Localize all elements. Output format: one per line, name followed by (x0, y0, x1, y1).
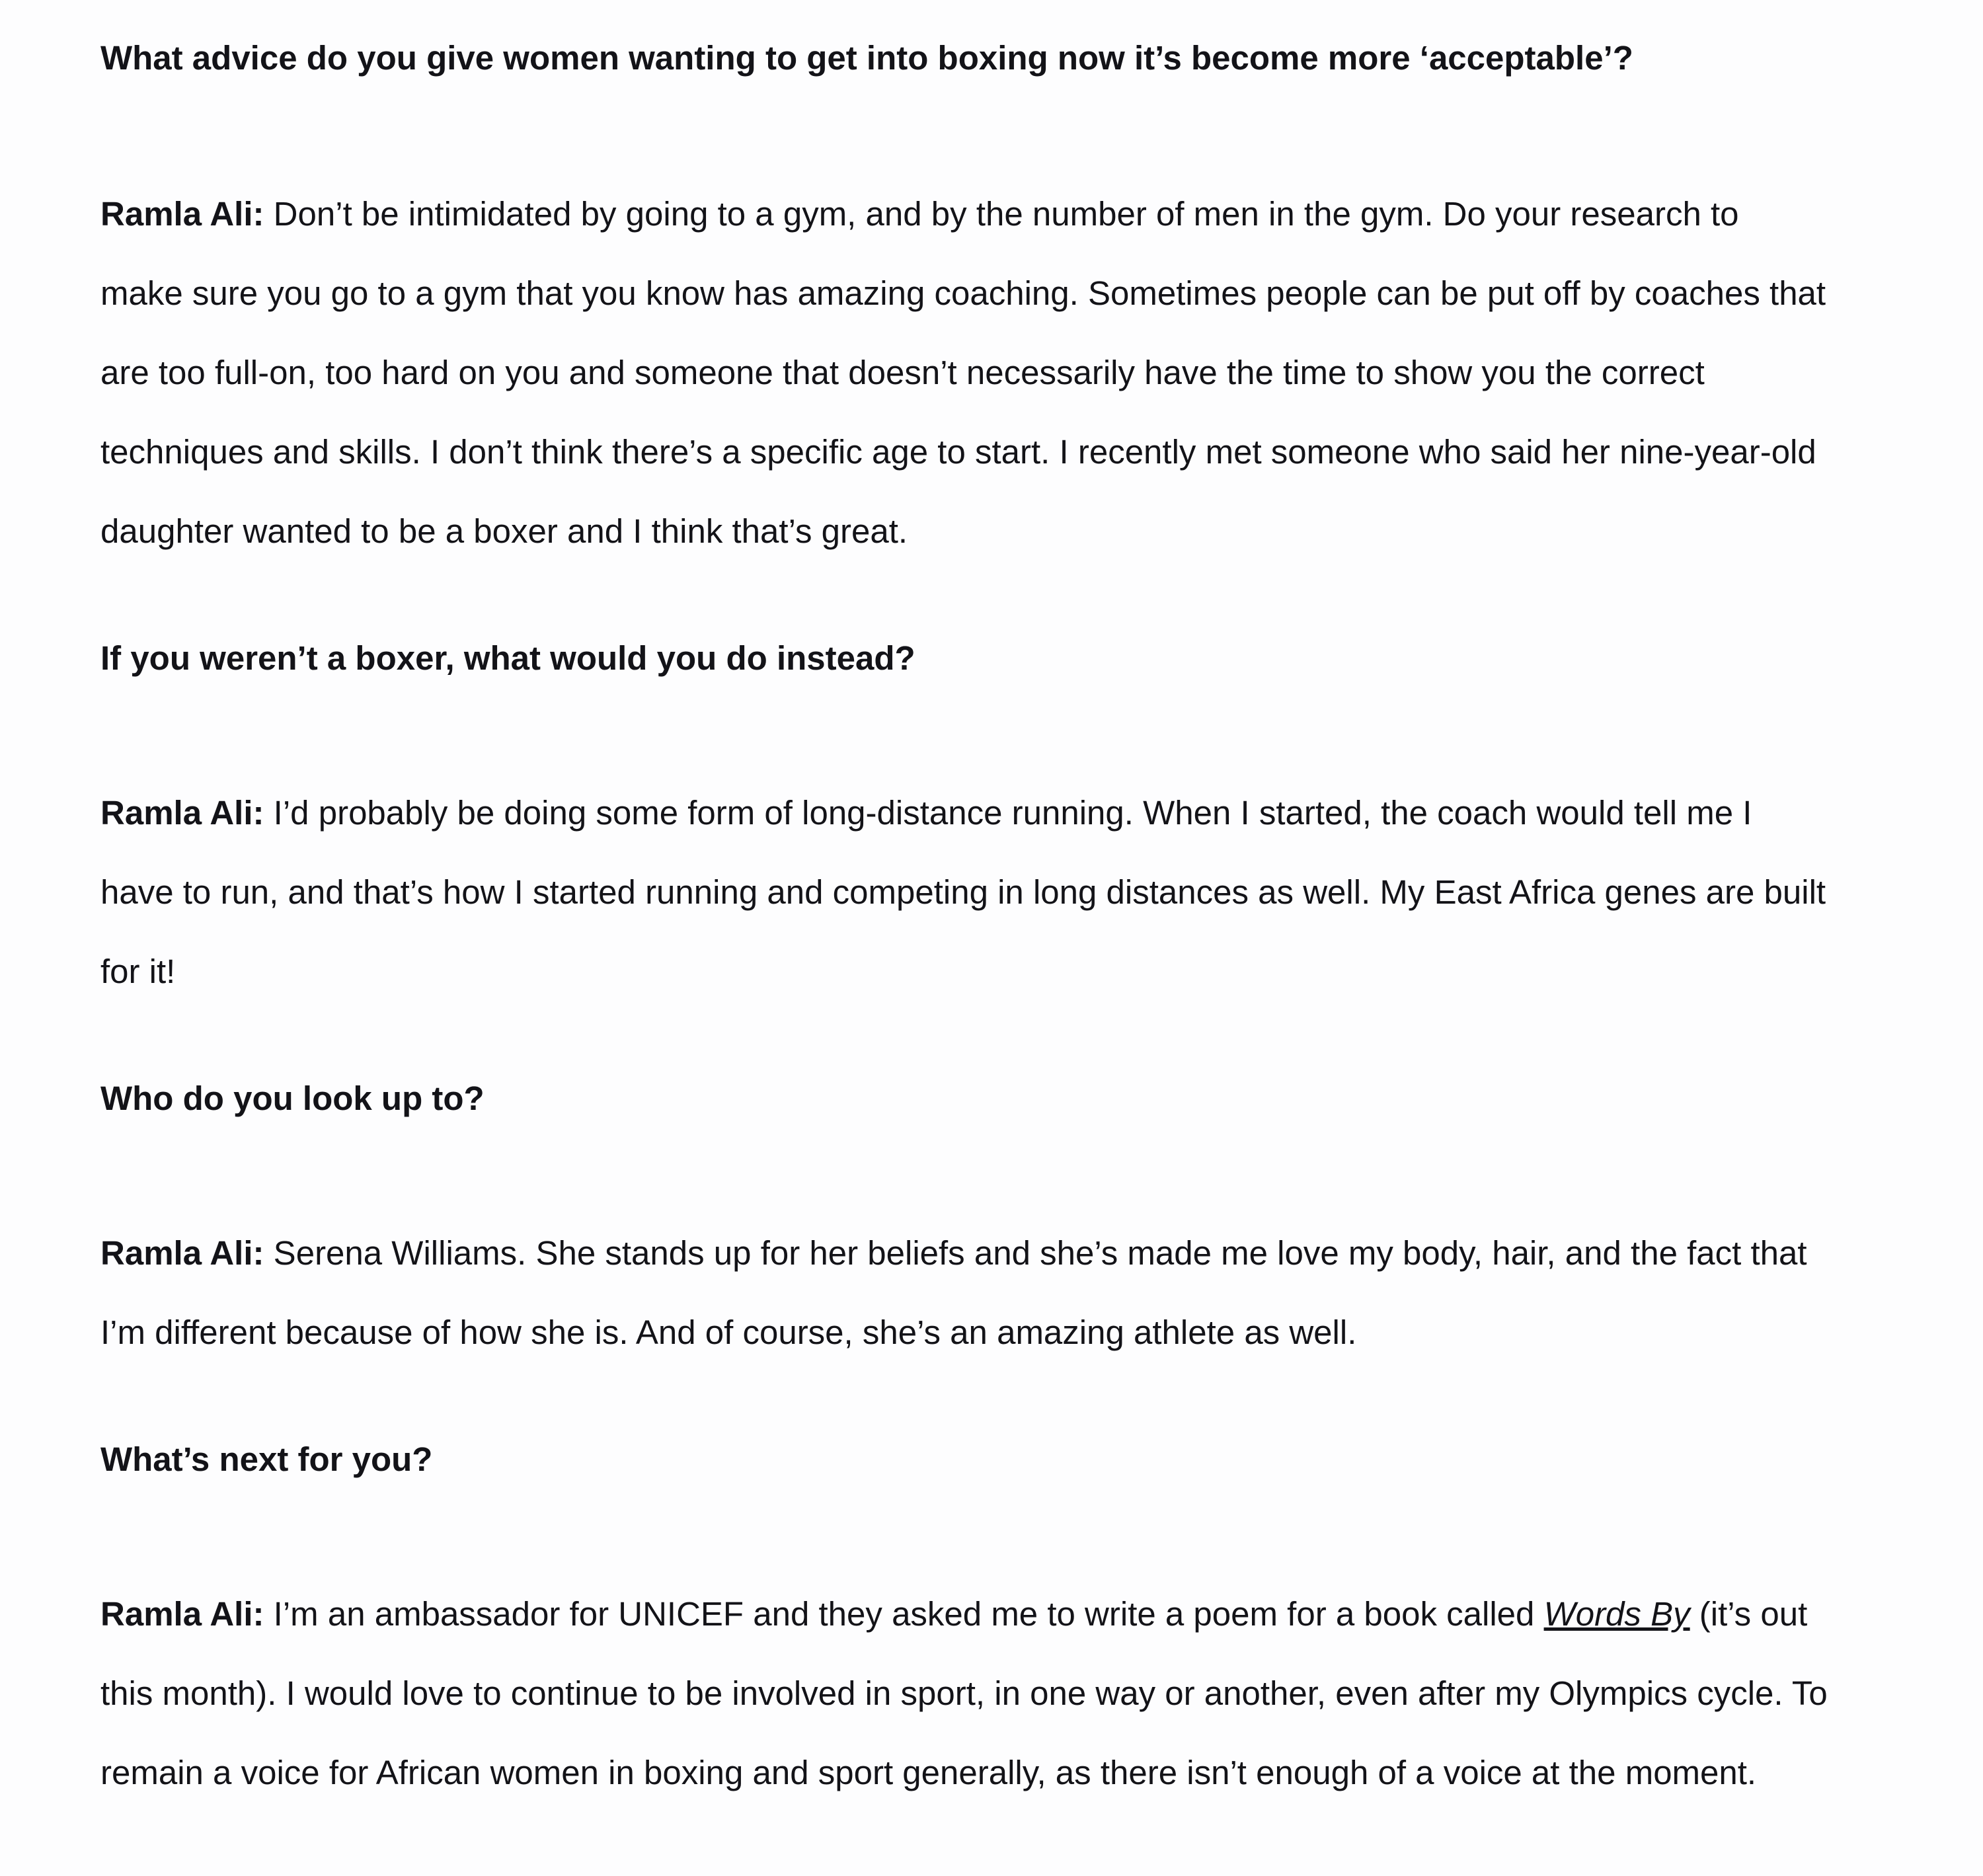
interview-question: If you weren’t a boxer, what would you do instead? (100, 639, 915, 677)
answer-line: techniques and skills. I don’t think there’s a specific age to start. I recently met someone who said her nine-year-old (100, 433, 1816, 471)
interview-answer (100, 773, 1951, 1011)
answer-text: Serena Williams. She stands up for her beliefs and she’s made me love my body, hair, and the fact that (264, 1234, 1807, 1272)
answer-line (100, 1575, 1951, 1654)
interview-question: What advice do you give women wanting to get into boxing now it’s become more ‘acceptable’? (100, 39, 1633, 77)
answer-line: have to run, and that’s how I started running and competing in long distances as well. My East Africa genes are built (100, 873, 1826, 911)
interview-answer (100, 175, 1951, 571)
interview-answer (100, 1575, 1951, 1813)
interview-question: Who do you look up to? (100, 1079, 485, 1117)
answer-line: daughter wanted to be a boxer and I think that’s great. (100, 512, 908, 550)
answer-line: for it! (100, 953, 176, 990)
book-title-link[interactable]: Words By (1543, 1595, 1690, 1633)
speaker-label: Ramla Ali: (100, 1595, 264, 1633)
interview-article (100, 34, 1951, 1876)
answer-line: this month). I would love to continue to be involved in sport, in one way or another, even after my Olympics cycle. To (100, 1674, 1828, 1712)
answer-line: are too full-on, too hard on you and someone that doesn’t necessarily have the time to show you the correct (100, 354, 1705, 391)
answer-text: I’m an ambassador for UNICEF and they asked me to write a poem for a book called (264, 1595, 1544, 1633)
answer-line (100, 773, 1951, 853)
interview-question: What’s next for you? (100, 1440, 433, 1478)
answer-text: (it’s out (1690, 1595, 1808, 1633)
speaker-label: Ramla Ali: (100, 195, 264, 233)
speaker-label: Ramla Ali: (100, 794, 264, 832)
answer-line (100, 1214, 1951, 1293)
answer-line: I’m different because of how she is. And of course, she’s an amazing athlete as well. (100, 1313, 1357, 1351)
speaker-label: Ramla Ali: (100, 1234, 264, 1272)
answer-text: Don’t be intimidated by going to a gym, and by the number of men in the gym. Do your research to (264, 195, 1739, 233)
answer-line: make sure you go to a gym that you know has amazing coaching. Sometimes people can be put off by coaches that (100, 274, 1826, 312)
answer-line: remain a voice for African women in boxing and sport generally, as there isn’t enough of a voice at the moment. (100, 1754, 1757, 1791)
interview-answer (100, 1214, 1951, 1372)
answer-text: I’d probably be doing some form of long-distance running. When I started, the coach would tell me I (264, 794, 1752, 832)
answer-line (100, 175, 1951, 254)
